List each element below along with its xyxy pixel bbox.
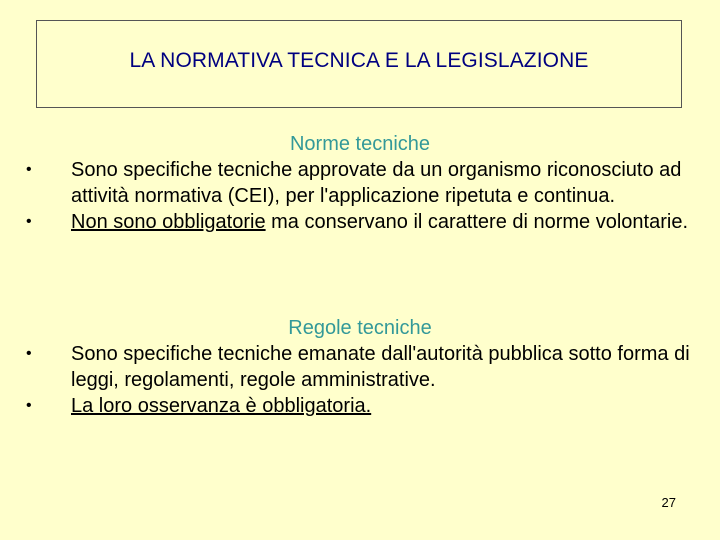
bullet-underlined-text: La loro osservanza è obbligatoria.	[71, 395, 372, 417]
bullet-text: Sono specifiche tecniche approvate da un organismo riconosciuto ad attività normativa (CEI), per l'applicazione ripetuta e continua.	[71, 159, 682, 207]
section-heading: Regole tecniche	[288, 317, 432, 339]
bullet-underlined-text: Non sono obbligatorie	[71, 211, 266, 233]
list-item	[0, 393, 720, 419]
list-item	[0, 209, 720, 235]
page-number: 27	[661, 495, 676, 510]
list-item	[0, 341, 720, 393]
slide-title: LA NORMATIVA TECNICA E LA LEGISLAZIONE	[129, 49, 589, 72]
bullet-list	[0, 157, 720, 235]
list-item	[0, 157, 720, 209]
bullet-icon: •	[26, 213, 32, 230]
bullet-icon: •	[26, 345, 32, 362]
bullet-text: Sono specifiche tecniche emanate dall'autorità pubblica sotto forma di leggi, regolamenti, regole amministrative.	[71, 343, 690, 391]
bullet-icon: •	[26, 161, 32, 178]
bullet-text: ma conservano il carattere di norme volontarie.	[265, 211, 689, 233]
section-norme-tecniche	[0, 131, 720, 235]
bullet-icon: •	[26, 397, 32, 414]
title-box	[36, 20, 682, 108]
section-regole-tecniche	[0, 315, 720, 419]
bullet-list	[0, 341, 720, 419]
section-heading: Norme tecniche	[289, 133, 431, 155]
